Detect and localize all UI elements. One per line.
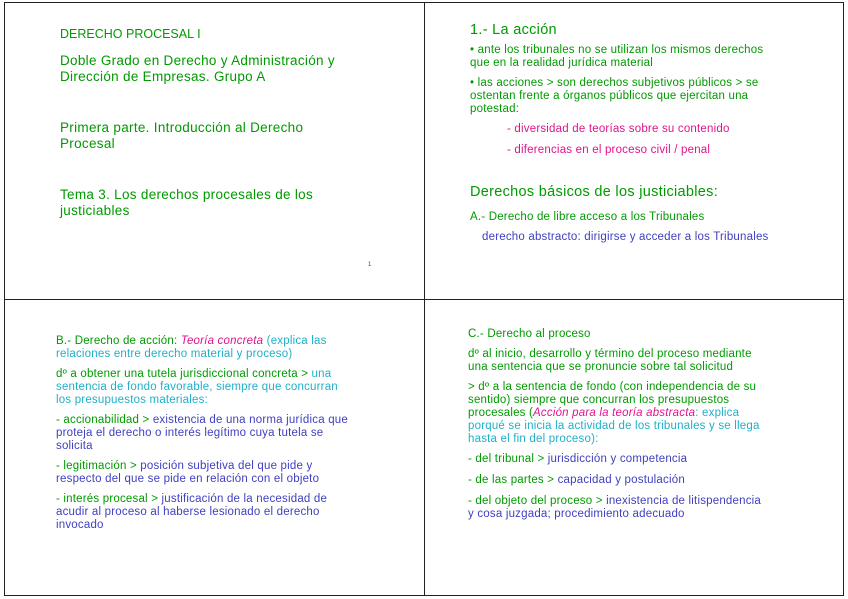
sub-item-theories: - diversidad de teorías sobre su contenido (507, 123, 730, 135)
explica-text: : explica (695, 407, 740, 419)
accionabilidad-line-3: solicita (56, 440, 93, 452)
bullet-2-line-3: potestad: (470, 103, 520, 115)
slide-2 (470, 22, 830, 244)
procesales-text: procesales ( (468, 407, 534, 419)
accionabilidad-label: - accionabilidad > (56, 414, 153, 426)
legitimacion-line-1 (56, 460, 406, 473)
course-subtitle-line-1: Doble Grado en Derecho y Administración y (60, 53, 335, 68)
topic-title-line-1: Tema 3. Los derechos procesales de los (60, 187, 314, 202)
tutela-text: dº a obtener una tutela jurisdiccional concreta > (56, 368, 312, 380)
tribunal-item (468, 453, 833, 466)
sub-item-differences: - diferencias en el proceso civil / penal (507, 144, 711, 156)
legitimacion-line-2: respecto del que se pide en relación con el objeto (56, 473, 320, 485)
slide-4 (468, 328, 833, 521)
right-a-description: derecho abstracto: dirigirse y acceder a los Tribunales (482, 231, 769, 243)
section-heading: Derechos básicos de los justiciables: (470, 184, 719, 200)
course-title: DERECHO PROCESAL I (60, 27, 201, 41)
sentencia-line-2: sentido) siempre que concurran los presupuestos (468, 394, 730, 406)
accionabilidad-line-1 (56, 414, 406, 427)
interes-line-3: invocado (56, 519, 104, 531)
interes-label: - interés procesal > (56, 493, 162, 505)
objeto-desc: inexistencia de litispendencia (606, 495, 762, 507)
accionabilidad-desc: existencia de una norma jurídica que (152, 414, 348, 426)
objeto-label: - del objeto del proceso > (468, 495, 607, 507)
partes-label: - de las partes > (468, 474, 558, 486)
legitimacion-desc: posición subjetiva del que pide y (140, 460, 313, 472)
tutela-line-3: los presupuestos materiales: (56, 394, 208, 406)
part-title-line-1: Primera parte. Introducción al Derecho (60, 120, 304, 135)
sentencia-line-5: hasta el fin del proceso): (468, 433, 599, 445)
course-subtitle-line-2: Dirección de Empresas. Grupo A (60, 69, 266, 84)
right-b-heading-line-1 (56, 335, 406, 348)
concrete-theory-label: Teoría concreta (180, 335, 264, 347)
tribunal-desc: jurisdicción y competencia (547, 453, 688, 465)
proceso-line-1: dº al inicio, desarrollo y término del proceso mediante (468, 348, 752, 360)
right-b-explains: (explica las (263, 335, 327, 347)
slide-1 (60, 27, 400, 219)
tutela-line-1 (56, 368, 406, 381)
interes-line-1 (56, 493, 406, 506)
tribunal-label: - del tribunal > (468, 453, 548, 465)
right-c-heading: C.- Derecho al proceso (468, 328, 591, 340)
tutela-una: una (311, 368, 332, 380)
right-a-heading: A.- Derecho de libre acceso a los Tribunales (470, 211, 705, 223)
sentencia-line-4: porqué se inicia la actividad de los tribunales y se llega (468, 420, 760, 432)
tutela-line-2: sentencia de fondo favorable, siempre que concurran (56, 381, 338, 393)
part-title-line-2: Procesal (60, 136, 115, 151)
bullet-1-line-2: que en la realidad jurídica material (470, 57, 653, 69)
objeto-line-1 (468, 495, 833, 508)
accionabilidad-line-2: proteja el derecho o interés legítimo cuya tutela se (56, 427, 324, 439)
legitimacion-label: - legitimación > (56, 460, 141, 472)
bullet-2-line-1: • las acciones > son derechos subjetivos públicos > se (470, 77, 759, 89)
abstract-theory-label: Acción para la teoría abstracta (533, 407, 696, 419)
right-b-prefix: B.- Derecho de acción: (56, 335, 181, 347)
interes-desc: justificación de la necesidad de (161, 493, 328, 505)
bullet-1-line-1: • ante los tribunales no se utilizan los mismos derechos (470, 44, 764, 56)
proceso-line-2: una sentencia que se pronuncie sobre tal solicitud (468, 361, 734, 373)
interes-line-2: acudir al proceso al haberse lesionado el derecho (56, 506, 320, 518)
sentencia-line-3 (468, 407, 833, 420)
slide-3 (56, 335, 406, 532)
sentencia-line-1: > dº a la sentencia de fondo (con independencia de su (468, 381, 757, 393)
partes-item (468, 474, 833, 487)
partes-desc: capacidad y postulación (557, 474, 685, 486)
page-number: 1 (368, 262, 372, 268)
bullet-2-line-2: ostentan frente a órganos públicos que ejercitan una (470, 90, 749, 102)
right-b-heading-line-2: relaciones entre derecho material y proceso) (56, 348, 293, 360)
topic-title-line-2: justiciables (60, 203, 130, 218)
objeto-line-2: y cosa juzgada; procedimiento adecuado (468, 508, 685, 520)
horizontal-divider (4, 299, 844, 300)
slide-2-heading: 1.- La acción (470, 22, 557, 38)
